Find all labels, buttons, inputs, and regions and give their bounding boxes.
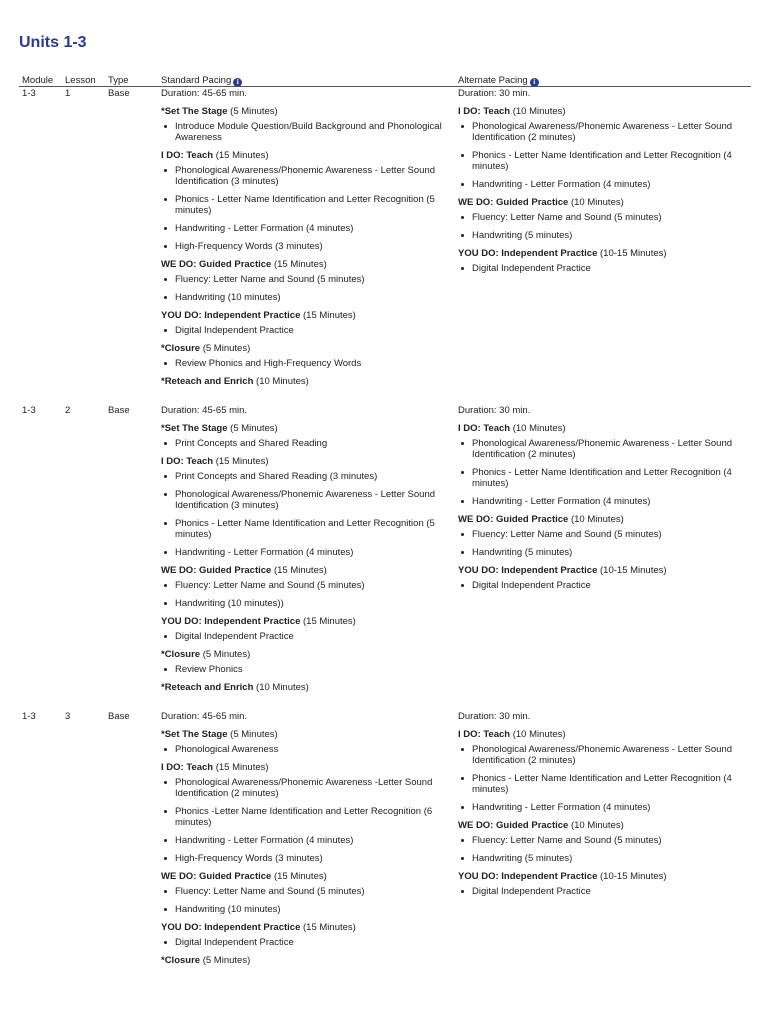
pacing-activity-list bbox=[161, 744, 449, 755]
pacing-activity-list bbox=[161, 664, 449, 675]
pacing-section-label: YOU DO: Independent Practice bbox=[458, 565, 598, 576]
pacing-activity-list bbox=[161, 274, 449, 303]
pacing-section-label: WE DO: Guided Practice bbox=[458, 514, 569, 525]
pacing-activity-item: Fluency: Letter Name and Sound (5 minutes) bbox=[458, 835, 750, 846]
pacing-section-heading bbox=[161, 259, 449, 270]
pacing-activity-list bbox=[161, 631, 449, 642]
pacing-section-label: WE DO: Guided Practice bbox=[458, 197, 569, 208]
pacing-section-time: (5 Minutes) bbox=[200, 343, 251, 354]
alternate-duration: Duration: 30 min. bbox=[458, 88, 531, 99]
pacing-section-time: (15 Minutes) bbox=[300, 922, 356, 933]
cell-module: 1-3 bbox=[22, 711, 36, 722]
pacing-section-time: (15 Minutes) bbox=[213, 150, 269, 161]
pacing-section-label: *Closure bbox=[161, 649, 201, 660]
pacing-activity-item: Handwriting (10 minutes)) bbox=[161, 598, 449, 609]
pacing-section-label: I DO: Teach bbox=[161, 150, 214, 161]
pacing-section-heading bbox=[458, 565, 750, 576]
pacing-activity-item: Digital Independent Practice bbox=[161, 325, 449, 336]
cell-alternate-pacing bbox=[458, 88, 750, 274]
header-divider bbox=[19, 86, 751, 87]
info-icon[interactable]: i bbox=[233, 78, 242, 87]
alternate-duration: Duration: 30 min. bbox=[458, 405, 531, 416]
pacing-section-label: *Closure bbox=[161, 955, 201, 966]
pacing-section-label: YOU DO: Independent Practice bbox=[161, 616, 301, 627]
pacing-activity-list bbox=[161, 937, 449, 948]
pacing-section-heading bbox=[161, 922, 449, 933]
pacing-activity-item: Phonological Awareness/Phonemic Awareness -Letter Sound Identification (2 minutes) bbox=[161, 777, 449, 799]
pacing-section-label: WE DO: Guided Practice bbox=[161, 259, 272, 270]
pacing-activity-item: Fluency: Letter Name and Sound (5 minutes) bbox=[458, 529, 750, 540]
pacing-section-time: (5 Minutes) bbox=[227, 106, 278, 117]
pacing-section-time: (10 Minutes) bbox=[510, 106, 566, 117]
pacing-section-heading bbox=[458, 423, 750, 434]
pacing-activity-list bbox=[161, 886, 449, 915]
pacing-activity-item: Handwriting (10 minutes) bbox=[161, 904, 449, 915]
pacing-section-time: (5 Minutes) bbox=[227, 729, 278, 740]
pacing-activity-list bbox=[458, 438, 750, 507]
pacing-section-label: *Set The Stage bbox=[161, 729, 228, 740]
pacing-activity-item: High-Frequency Words (3 minutes) bbox=[161, 241, 449, 252]
pacing-section-label: *Set The Stage bbox=[161, 423, 228, 434]
pacing-section-time: (10-15 Minutes) bbox=[597, 565, 667, 576]
pacing-activity-item: Handwriting - Letter Formation (4 minutes) bbox=[458, 496, 750, 507]
pacing-section-label: *Set The Stage bbox=[161, 106, 228, 117]
pacing-activity-item: Handwriting - Letter Formation (4 minutes) bbox=[458, 802, 750, 813]
cell-lesson: 3 bbox=[65, 711, 71, 722]
cell-standard-pacing bbox=[161, 88, 449, 387]
pacing-activity-list bbox=[161, 777, 449, 864]
pacing-activity-item: Print Concepts and Shared Reading (3 minutes) bbox=[161, 471, 449, 482]
pacing-activity-item: Review Phonics and High-Frequency Words bbox=[161, 358, 449, 369]
pacing-section-heading bbox=[161, 682, 449, 693]
pacing-activity-item: Phonics - Letter Name Identification and Letter Recognition (4 minutes) bbox=[458, 467, 750, 489]
pacing-activity-item: Print Concepts and Shared Reading bbox=[161, 438, 449, 449]
pacing-section-time: (10 Minutes) bbox=[568, 197, 624, 208]
info-icon[interactable]: i bbox=[530, 78, 539, 87]
pacing-activity-item: High-Frequency Words (3 minutes) bbox=[161, 853, 449, 864]
pacing-section-label: YOU DO: Independent Practice bbox=[161, 310, 301, 321]
cell-standard-pacing bbox=[161, 711, 449, 966]
pacing-section-heading bbox=[458, 106, 750, 117]
header-lesson: Lesson bbox=[65, 75, 96, 86]
pacing-section-time: (10 Minutes) bbox=[568, 820, 624, 831]
pacing-section-heading bbox=[458, 871, 750, 882]
pacing-activity-list bbox=[458, 744, 750, 813]
pacing-activity-item: Digital Independent Practice bbox=[161, 937, 449, 948]
pacing-section-heading bbox=[458, 248, 750, 259]
page-title: Units 1-3 bbox=[19, 34, 87, 51]
pacing-activity-item: Review Phonics bbox=[161, 664, 449, 675]
pacing-activity-item: Handwriting (10 minutes) bbox=[161, 292, 449, 303]
cell-alternate-pacing bbox=[458, 405, 750, 591]
pacing-activity-list bbox=[458, 121, 750, 190]
pacing-section-heading bbox=[161, 343, 449, 354]
header-alternate-label: Alternate Pacing bbox=[458, 75, 528, 86]
pacing-section-heading bbox=[161, 310, 449, 321]
pacing-section-label: WE DO: Guided Practice bbox=[161, 871, 272, 882]
pacing-section-label: YOU DO: Independent Practice bbox=[458, 871, 598, 882]
pacing-activity-list bbox=[161, 165, 449, 252]
cell-standard-pacing bbox=[161, 405, 449, 693]
pacing-activity-item: Handwriting - Letter Formation (4 minutes) bbox=[458, 179, 750, 190]
pacing-section-time: (15 Minutes) bbox=[213, 456, 269, 467]
pacing-activity-item: Phonics - Letter Name Identification and Letter Recognition (5 minutes) bbox=[161, 518, 449, 540]
pacing-section-time: (15 Minutes) bbox=[271, 259, 327, 270]
pacing-section-time: (10-15 Minutes) bbox=[597, 248, 667, 259]
pacing-activity-item: Phonological Awareness/Phonemic Awareness - Letter Sound Identification (2 minutes) bbox=[458, 744, 750, 766]
pacing-activity-item: Fluency: Letter Name and Sound (5 minutes) bbox=[161, 886, 449, 897]
cell-type: Base bbox=[108, 88, 130, 99]
pacing-activity-item: Phonological Awareness/Phonemic Awareness - Letter Sound Identification (3 minutes) bbox=[161, 489, 449, 511]
pacing-activity-item: Fluency: Letter Name and Sound (5 minutes) bbox=[161, 580, 449, 591]
pacing-activity-item: Handwriting - Letter Formation (4 minutes) bbox=[161, 547, 449, 558]
pacing-section-heading bbox=[161, 729, 449, 740]
pacing-activity-list bbox=[458, 263, 750, 274]
pacing-section-label: WE DO: Guided Practice bbox=[161, 565, 272, 576]
pacing-activity-list bbox=[458, 835, 750, 864]
pacing-section-time: (15 Minutes) bbox=[271, 871, 327, 882]
pacing-section-heading bbox=[161, 106, 449, 117]
pacing-section-time: (15 Minutes) bbox=[300, 310, 356, 321]
pacing-section-label: YOU DO: Independent Practice bbox=[458, 248, 598, 259]
pacing-section-time: (5 Minutes) bbox=[227, 423, 278, 434]
alternate-duration: Duration: 30 min. bbox=[458, 711, 531, 722]
pacing-activity-list bbox=[161, 121, 449, 143]
pacing-activity-item: Phonics - Letter Name Identification and Letter Recognition (4 minutes) bbox=[458, 150, 750, 172]
pacing-section-label: I DO: Teach bbox=[458, 729, 511, 740]
header-type: Type bbox=[108, 75, 129, 86]
standard-duration: Duration: 45-65 min. bbox=[161, 711, 248, 722]
pacing-activity-list bbox=[161, 325, 449, 336]
pacing-section-heading bbox=[458, 197, 750, 208]
pacing-activity-list bbox=[161, 438, 449, 449]
pacing-section-label: *Closure bbox=[161, 343, 201, 354]
pacing-activity-item: Fluency: Letter Name and Sound (5 minutes) bbox=[458, 212, 750, 223]
pacing-section-heading bbox=[161, 616, 449, 627]
pacing-activity-item: Handwriting - Letter Formation (4 minutes) bbox=[161, 223, 449, 234]
cell-alternate-pacing bbox=[458, 711, 750, 897]
pacing-section-time: (15 Minutes) bbox=[271, 565, 327, 576]
pacing-activity-list bbox=[161, 358, 449, 369]
pacing-section-heading bbox=[161, 150, 449, 161]
pacing-section-label: *Reteach and Enrich bbox=[161, 376, 254, 387]
pacing-section-heading bbox=[161, 423, 449, 434]
pacing-section-time: (10 Minutes) bbox=[253, 682, 309, 693]
cell-module: 1-3 bbox=[22, 405, 36, 416]
pacing-section-heading bbox=[161, 955, 449, 966]
cell-module: 1-3 bbox=[22, 88, 36, 99]
pacing-activity-list bbox=[161, 580, 449, 609]
pacing-section-label: I DO: Teach bbox=[161, 762, 214, 773]
cell-lesson: 2 bbox=[65, 405, 71, 416]
pacing-section-heading bbox=[161, 762, 449, 773]
cell-type: Base bbox=[108, 711, 130, 722]
pacing-activity-item: Digital Independent Practice bbox=[458, 886, 750, 897]
pacing-section-label: I DO: Teach bbox=[458, 423, 511, 434]
pacing-section-heading bbox=[458, 820, 750, 831]
standard-duration: Duration: 45-65 min. bbox=[161, 405, 248, 416]
pacing-activity-list bbox=[458, 580, 750, 591]
standard-duration: Duration: 45-65 min. bbox=[161, 88, 248, 99]
header-module: Module bbox=[22, 75, 54, 86]
pacing-section-heading bbox=[161, 871, 449, 882]
pacing-section-time: (10 Minutes) bbox=[568, 514, 624, 525]
pacing-activity-item: Handwriting - Letter Formation (4 minutes) bbox=[161, 835, 449, 846]
pacing-activity-item: Digital Independent Practice bbox=[161, 631, 449, 642]
pacing-activity-item: Phonological Awareness/Phonemic Awareness - Letter Sound Identification (2 minutes) bbox=[458, 438, 750, 460]
pacing-activity-list bbox=[458, 212, 750, 241]
pacing-activity-list bbox=[161, 471, 449, 558]
pacing-section-time: (15 Minutes) bbox=[300, 616, 356, 627]
pacing-section-time: (10 Minutes) bbox=[510, 729, 566, 740]
pacing-section-heading bbox=[161, 376, 449, 387]
pacing-section-heading bbox=[458, 729, 750, 740]
pacing-activity-item: Digital Independent Practice bbox=[458, 580, 750, 591]
pacing-section-heading bbox=[161, 649, 449, 660]
pacing-activity-item: Phonological Awareness/Phonemic Awareness - Letter Sound Identification (3 minutes) bbox=[161, 165, 449, 187]
pacing-activity-item: Fluency: Letter Name and Sound (5 minutes) bbox=[161, 274, 449, 285]
pacing-activity-item: Phonological Awareness bbox=[161, 744, 449, 755]
pacing-section-time: (10 Minutes) bbox=[253, 376, 309, 387]
pacing-section-heading bbox=[458, 514, 750, 525]
pacing-section-label: WE DO: Guided Practice bbox=[458, 820, 569, 831]
pacing-activity-list bbox=[458, 886, 750, 897]
pacing-section-time: (5 Minutes) bbox=[200, 955, 251, 966]
pacing-section-heading bbox=[161, 565, 449, 576]
pacing-activity-item: Phonics -Letter Name Identification and Letter Recognition (6 minutes) bbox=[161, 806, 449, 828]
pacing-activity-item: Phonics - Letter Name Identification and Letter Recognition (4 minutes) bbox=[458, 773, 750, 795]
pacing-activity-item: Digital Independent Practice bbox=[458, 263, 750, 274]
pacing-activity-item: Phonological Awareness/Phonemic Awareness - Letter Sound Identification (2 minutes) bbox=[458, 121, 750, 143]
pacing-section-time: (15 Minutes) bbox=[213, 762, 269, 773]
pacing-activity-item: Introduce Module Question/Build Background and Phonological Awareness bbox=[161, 121, 449, 143]
pacing-activity-item: Handwriting (5 minutes) bbox=[458, 230, 750, 241]
pacing-activity-item: Handwriting (5 minutes) bbox=[458, 547, 750, 558]
pacing-section-time: (10-15 Minutes) bbox=[597, 871, 667, 882]
pacing-section-label: *Reteach and Enrich bbox=[161, 682, 254, 693]
cell-lesson: 1 bbox=[65, 88, 71, 99]
pacing-activity-list bbox=[458, 529, 750, 558]
pacing-section-label: I DO: Teach bbox=[458, 106, 511, 117]
header-standard-label: Standard Pacing bbox=[161, 75, 232, 86]
pacing-section-time: (10 Minutes) bbox=[510, 423, 566, 434]
pacing-activity-item: Handwriting (5 minutes) bbox=[458, 853, 750, 864]
pacing-section-heading bbox=[161, 456, 449, 467]
pacing-activity-item: Phonics - Letter Name Identification and Letter Recognition (5 minutes) bbox=[161, 194, 449, 216]
pacing-section-label: YOU DO: Independent Practice bbox=[161, 922, 301, 933]
pacing-section-label: I DO: Teach bbox=[161, 456, 214, 467]
pacing-section-time: (5 Minutes) bbox=[200, 649, 251, 660]
cell-type: Base bbox=[108, 405, 130, 416]
